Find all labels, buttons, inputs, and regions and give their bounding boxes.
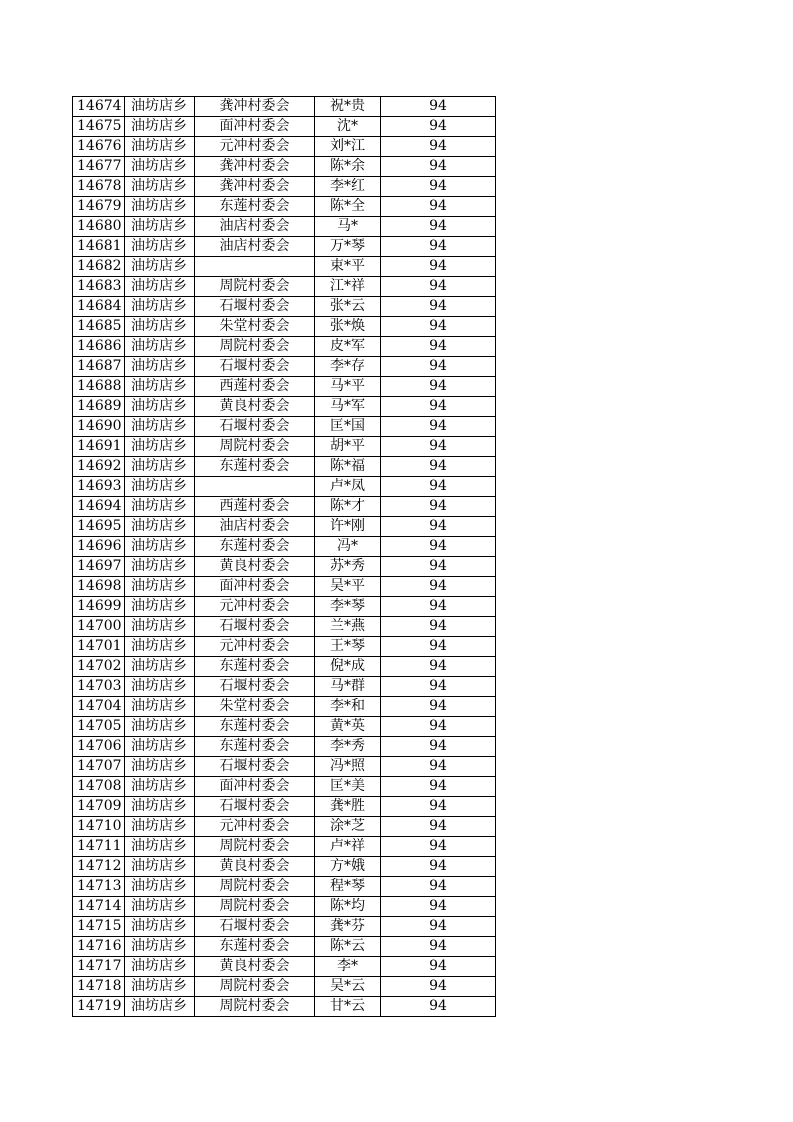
person-name-cell: 卢*祥 <box>315 837 381 857</box>
row-number-cell: 14683 <box>73 277 125 297</box>
table-row <box>73 817 496 837</box>
township-cell: 油坊店乡 <box>125 697 195 717</box>
row-number-cell: 14703 <box>73 677 125 697</box>
table-row <box>73 697 496 717</box>
township-cell: 油坊店乡 <box>125 617 195 637</box>
score-cell: 94 <box>381 837 496 857</box>
person-name-cell: 匡*国 <box>315 417 381 437</box>
table-row <box>73 157 496 177</box>
person-name-cell: 胡*平 <box>315 437 381 457</box>
township-cell: 油坊店乡 <box>125 317 195 337</box>
table-row <box>73 757 496 777</box>
person-name-cell: 龚*芬 <box>315 917 381 937</box>
village-committee-cell: 周院村委会 <box>195 437 315 457</box>
row-number-cell: 14713 <box>73 877 125 897</box>
row-number-cell: 14706 <box>73 737 125 757</box>
score-cell: 94 <box>381 677 496 697</box>
person-name-cell: 卢*凤 <box>315 477 381 497</box>
row-number-cell: 14693 <box>73 477 125 497</box>
village-committee-cell: 周院村委会 <box>195 837 315 857</box>
score-cell: 94 <box>381 597 496 617</box>
table-row <box>73 477 496 497</box>
township-cell: 油坊店乡 <box>125 217 195 237</box>
table-row <box>73 937 496 957</box>
person-name-cell: 张*云 <box>315 297 381 317</box>
score-cell: 94 <box>381 277 496 297</box>
person-name-cell: 沈* <box>315 117 381 137</box>
township-cell: 油坊店乡 <box>125 557 195 577</box>
table-row <box>73 717 496 737</box>
person-name-cell: 方*娥 <box>315 857 381 877</box>
person-name-cell: 陈*福 <box>315 457 381 477</box>
table-row <box>73 97 496 117</box>
person-name-cell: 李* <box>315 957 381 977</box>
score-cell: 94 <box>381 477 496 497</box>
table-row <box>73 977 496 997</box>
score-cell: 94 <box>381 97 496 117</box>
township-cell: 油坊店乡 <box>125 937 195 957</box>
village-committee-cell: 东莲村委会 <box>195 937 315 957</box>
score-cell: 94 <box>381 297 496 317</box>
village-committee-cell: 元冲村委会 <box>195 637 315 657</box>
score-cell: 94 <box>381 517 496 537</box>
row-number-cell: 14685 <box>73 317 125 337</box>
row-number-cell: 14704 <box>73 697 125 717</box>
table-row <box>73 197 496 217</box>
table-row <box>73 177 496 197</box>
row-number-cell: 14701 <box>73 637 125 657</box>
score-cell: 94 <box>381 897 496 917</box>
person-name-cell: 冯*照 <box>315 757 381 777</box>
table-row <box>73 657 496 677</box>
township-cell: 油坊店乡 <box>125 397 195 417</box>
person-name-cell: 陈*余 <box>315 157 381 177</box>
score-cell: 94 <box>381 997 496 1017</box>
table-row <box>73 837 496 857</box>
score-cell: 94 <box>381 417 496 437</box>
row-number-cell: 14711 <box>73 837 125 857</box>
township-cell: 油坊店乡 <box>125 337 195 357</box>
score-cell: 94 <box>381 777 496 797</box>
table-row <box>73 217 496 237</box>
township-cell: 油坊店乡 <box>125 417 195 437</box>
table-row <box>73 277 496 297</box>
score-cell: 94 <box>381 457 496 477</box>
row-number-cell: 14680 <box>73 217 125 237</box>
township-cell: 油坊店乡 <box>125 517 195 537</box>
village-committee-cell: 黄良村委会 <box>195 857 315 877</box>
row-number-cell: 14678 <box>73 177 125 197</box>
village-committee-cell: 石堰村委会 <box>195 677 315 697</box>
row-number-cell: 14707 <box>73 757 125 777</box>
score-cell: 94 <box>381 437 496 457</box>
table-row <box>73 137 496 157</box>
person-name-cell: 吴*平 <box>315 577 381 597</box>
township-cell: 油坊店乡 <box>125 657 195 677</box>
table-row <box>73 957 496 977</box>
row-number-cell: 14677 <box>73 157 125 177</box>
village-committee-cell: 油店村委会 <box>195 237 315 257</box>
village-committee-cell: 面冲村委会 <box>195 117 315 137</box>
village-committee-cell: 元冲村委会 <box>195 817 315 837</box>
village-committee-cell: 周院村委会 <box>195 877 315 897</box>
person-name-cell: 李*存 <box>315 357 381 377</box>
score-cell: 94 <box>381 757 496 777</box>
score-cell: 94 <box>381 317 496 337</box>
table-row <box>73 537 496 557</box>
township-cell: 油坊店乡 <box>125 297 195 317</box>
person-name-cell: 黄*英 <box>315 717 381 737</box>
table-row <box>73 397 496 417</box>
score-cell: 94 <box>381 237 496 257</box>
row-number-cell: 14674 <box>73 97 125 117</box>
person-name-cell: 李*和 <box>315 697 381 717</box>
score-cell: 94 <box>381 177 496 197</box>
table-row <box>73 317 496 337</box>
row-number-cell: 14710 <box>73 817 125 837</box>
person-name-cell: 马*军 <box>315 397 381 417</box>
row-number-cell: 14675 <box>73 117 125 137</box>
score-cell: 94 <box>381 217 496 237</box>
township-cell: 油坊店乡 <box>125 857 195 877</box>
village-committee-cell: 东莲村委会 <box>195 457 315 477</box>
row-number-cell: 14705 <box>73 717 125 737</box>
township-cell: 油坊店乡 <box>125 737 195 757</box>
row-number-cell: 14684 <box>73 297 125 317</box>
village-committee-cell: 黄良村委会 <box>195 397 315 417</box>
township-cell: 油坊店乡 <box>125 177 195 197</box>
row-number-cell: 14702 <box>73 657 125 677</box>
row-number-cell: 14689 <box>73 397 125 417</box>
person-name-cell: 李*秀 <box>315 737 381 757</box>
person-name-cell: 甘*云 <box>315 997 381 1017</box>
score-cell: 94 <box>381 157 496 177</box>
score-cell: 94 <box>381 197 496 217</box>
township-cell: 油坊店乡 <box>125 897 195 917</box>
score-cell: 94 <box>381 737 496 757</box>
table-row <box>73 797 496 817</box>
township-cell: 油坊店乡 <box>125 117 195 137</box>
township-cell: 油坊店乡 <box>125 377 195 397</box>
row-number-cell: 14691 <box>73 437 125 457</box>
table-row <box>73 437 496 457</box>
village-committee-cell: 黄良村委会 <box>195 957 315 977</box>
table-row <box>73 597 496 617</box>
row-number-cell: 14686 <box>73 337 125 357</box>
table-row <box>73 117 496 137</box>
village-committee-cell: 石堰村委会 <box>195 757 315 777</box>
score-cell: 94 <box>381 337 496 357</box>
person-name-cell: 许*刚 <box>315 517 381 537</box>
township-cell: 油坊店乡 <box>125 357 195 377</box>
row-number-cell: 14714 <box>73 897 125 917</box>
row-number-cell: 14679 <box>73 197 125 217</box>
score-cell: 94 <box>381 357 496 377</box>
township-cell: 油坊店乡 <box>125 757 195 777</box>
township-cell: 油坊店乡 <box>125 97 195 117</box>
records-table-body <box>73 97 496 1017</box>
score-cell: 94 <box>381 557 496 577</box>
score-cell: 94 <box>381 937 496 957</box>
person-name-cell: 李*红 <box>315 177 381 197</box>
village-committee-cell: 元冲村委会 <box>195 137 315 157</box>
person-name-cell: 江*祥 <box>315 277 381 297</box>
table-row <box>73 877 496 897</box>
village-committee-cell: 东莲村委会 <box>195 737 315 757</box>
person-name-cell: 张*焕 <box>315 317 381 337</box>
village-committee-cell <box>195 257 315 277</box>
township-cell: 油坊店乡 <box>125 257 195 277</box>
score-cell: 94 <box>381 497 496 517</box>
score-cell: 94 <box>381 537 496 557</box>
township-cell: 油坊店乡 <box>125 677 195 697</box>
person-name-cell: 刘*江 <box>315 137 381 157</box>
township-cell: 油坊店乡 <box>125 637 195 657</box>
score-cell: 94 <box>381 117 496 137</box>
township-cell: 油坊店乡 <box>125 577 195 597</box>
township-cell: 油坊店乡 <box>125 977 195 997</box>
person-name-cell: 束*平 <box>315 257 381 277</box>
score-cell: 94 <box>381 617 496 637</box>
village-committee-cell: 石堰村委会 <box>195 417 315 437</box>
table-row <box>73 417 496 437</box>
person-name-cell: 马*群 <box>315 677 381 697</box>
township-cell: 油坊店乡 <box>125 197 195 217</box>
table-row <box>73 637 496 657</box>
score-cell: 94 <box>381 977 496 997</box>
village-committee-cell: 面冲村委会 <box>195 777 315 797</box>
row-number-cell: 14690 <box>73 417 125 437</box>
village-committee-cell: 周院村委会 <box>195 337 315 357</box>
person-name-cell: 万*琴 <box>315 237 381 257</box>
township-cell: 油坊店乡 <box>125 777 195 797</box>
township-cell: 油坊店乡 <box>125 797 195 817</box>
row-number-cell: 14694 <box>73 497 125 517</box>
row-number-cell: 14716 <box>73 937 125 957</box>
table-row <box>73 517 496 537</box>
person-name-cell: 苏*秀 <box>315 557 381 577</box>
township-cell: 油坊店乡 <box>125 597 195 617</box>
row-number-cell: 14699 <box>73 597 125 617</box>
row-number-cell: 14715 <box>73 917 125 937</box>
person-name-cell: 陈*才 <box>315 497 381 517</box>
village-committee-cell: 黄良村委会 <box>195 557 315 577</box>
village-committee-cell: 西莲村委会 <box>195 377 315 397</box>
row-number-cell: 14698 <box>73 577 125 597</box>
village-committee-cell: 朱堂村委会 <box>195 317 315 337</box>
row-number-cell: 14718 <box>73 977 125 997</box>
score-cell: 94 <box>381 717 496 737</box>
person-name-cell: 皮*军 <box>315 337 381 357</box>
person-name-cell: 龚*胜 <box>315 797 381 817</box>
score-cell: 94 <box>381 797 496 817</box>
table-row <box>73 677 496 697</box>
person-name-cell: 兰*燕 <box>315 617 381 637</box>
township-cell: 油坊店乡 <box>125 277 195 297</box>
score-cell: 94 <box>381 637 496 657</box>
village-committee-cell: 东莲村委会 <box>195 537 315 557</box>
table-row <box>73 917 496 937</box>
person-name-cell: 陈*均 <box>315 897 381 917</box>
township-cell: 油坊店乡 <box>125 437 195 457</box>
township-cell: 油坊店乡 <box>125 957 195 977</box>
score-cell: 94 <box>381 137 496 157</box>
village-committee-cell: 石堰村委会 <box>195 297 315 317</box>
person-name-cell: 涂*芝 <box>315 817 381 837</box>
row-number-cell: 14688 <box>73 377 125 397</box>
township-cell: 油坊店乡 <box>125 917 195 937</box>
row-number-cell: 14717 <box>73 957 125 977</box>
records-table <box>72 96 496 1017</box>
row-number-cell: 14695 <box>73 517 125 537</box>
village-committee-cell: 东莲村委会 <box>195 717 315 737</box>
township-cell: 油坊店乡 <box>125 157 195 177</box>
score-cell: 94 <box>381 657 496 677</box>
table-row <box>73 857 496 877</box>
row-number-cell: 14709 <box>73 797 125 817</box>
village-committee-cell: 石堰村委会 <box>195 797 315 817</box>
township-cell: 油坊店乡 <box>125 877 195 897</box>
person-name-cell: 倪*成 <box>315 657 381 677</box>
table-row <box>73 237 496 257</box>
village-committee-cell <box>195 477 315 497</box>
row-number-cell: 14700 <box>73 617 125 637</box>
township-cell: 油坊店乡 <box>125 837 195 857</box>
village-committee-cell: 周院村委会 <box>195 997 315 1017</box>
village-committee-cell: 石堰村委会 <box>195 617 315 637</box>
township-cell: 油坊店乡 <box>125 997 195 1017</box>
table-row <box>73 377 496 397</box>
village-committee-cell: 周院村委会 <box>195 977 315 997</box>
row-number-cell: 14687 <box>73 357 125 377</box>
row-number-cell: 14692 <box>73 457 125 477</box>
township-cell: 油坊店乡 <box>125 237 195 257</box>
village-committee-cell: 周院村委会 <box>195 277 315 297</box>
table-row <box>73 577 496 597</box>
row-number-cell: 14676 <box>73 137 125 157</box>
table-row <box>73 777 496 797</box>
village-committee-cell: 东莲村委会 <box>195 657 315 677</box>
score-cell: 94 <box>381 257 496 277</box>
row-number-cell: 14719 <box>73 997 125 1017</box>
person-name-cell: 王*琴 <box>315 637 381 657</box>
township-cell: 油坊店乡 <box>125 477 195 497</box>
score-cell: 94 <box>381 817 496 837</box>
table-row <box>73 357 496 377</box>
township-cell: 油坊店乡 <box>125 817 195 837</box>
township-cell: 油坊店乡 <box>125 497 195 517</box>
score-cell: 94 <box>381 877 496 897</box>
township-cell: 油坊店乡 <box>125 537 195 557</box>
score-cell: 94 <box>381 577 496 597</box>
table-row <box>73 497 496 517</box>
table-row <box>73 297 496 317</box>
person-name-cell: 马* <box>315 217 381 237</box>
score-cell: 94 <box>381 397 496 417</box>
table-row <box>73 897 496 917</box>
score-cell: 94 <box>381 857 496 877</box>
table-row <box>73 617 496 637</box>
person-name-cell: 祝*贵 <box>315 97 381 117</box>
row-number-cell: 14697 <box>73 557 125 577</box>
village-committee-cell: 面冲村委会 <box>195 577 315 597</box>
person-name-cell: 冯* <box>315 537 381 557</box>
person-name-cell: 陈*全 <box>315 197 381 217</box>
village-committee-cell: 油店村委会 <box>195 217 315 237</box>
village-committee-cell: 东莲村委会 <box>195 197 315 217</box>
village-committee-cell: 油店村委会 <box>195 517 315 537</box>
village-committee-cell: 石堰村委会 <box>195 357 315 377</box>
person-name-cell: 吴*云 <box>315 977 381 997</box>
row-number-cell: 14696 <box>73 537 125 557</box>
person-name-cell: 陈*云 <box>315 937 381 957</box>
village-committee-cell: 石堰村委会 <box>195 917 315 937</box>
village-committee-cell: 西莲村委会 <box>195 497 315 517</box>
score-cell: 94 <box>381 917 496 937</box>
village-committee-cell: 朱堂村委会 <box>195 697 315 717</box>
table-row <box>73 457 496 477</box>
village-committee-cell: 元冲村委会 <box>195 597 315 617</box>
row-number-cell: 14708 <box>73 777 125 797</box>
table-row <box>73 557 496 577</box>
table-row <box>73 257 496 277</box>
table-row <box>73 997 496 1017</box>
row-number-cell: 14681 <box>73 237 125 257</box>
score-cell: 94 <box>381 697 496 717</box>
row-number-cell: 14712 <box>73 857 125 877</box>
table-row <box>73 337 496 357</box>
table-row <box>73 737 496 757</box>
village-committee-cell: 龚冲村委会 <box>195 97 315 117</box>
village-committee-cell: 龚冲村委会 <box>195 177 315 197</box>
person-name-cell: 程*琴 <box>315 877 381 897</box>
village-committee-cell: 龚冲村委会 <box>195 157 315 177</box>
township-cell: 油坊店乡 <box>125 137 195 157</box>
township-cell: 油坊店乡 <box>125 457 195 477</box>
score-cell: 94 <box>381 377 496 397</box>
village-committee-cell: 周院村委会 <box>195 897 315 917</box>
person-name-cell: 马*平 <box>315 377 381 397</box>
row-number-cell: 14682 <box>73 257 125 277</box>
person-name-cell: 匡*美 <box>315 777 381 797</box>
person-name-cell: 李*琴 <box>315 597 381 617</box>
township-cell: 油坊店乡 <box>125 717 195 737</box>
score-cell: 94 <box>381 957 496 977</box>
